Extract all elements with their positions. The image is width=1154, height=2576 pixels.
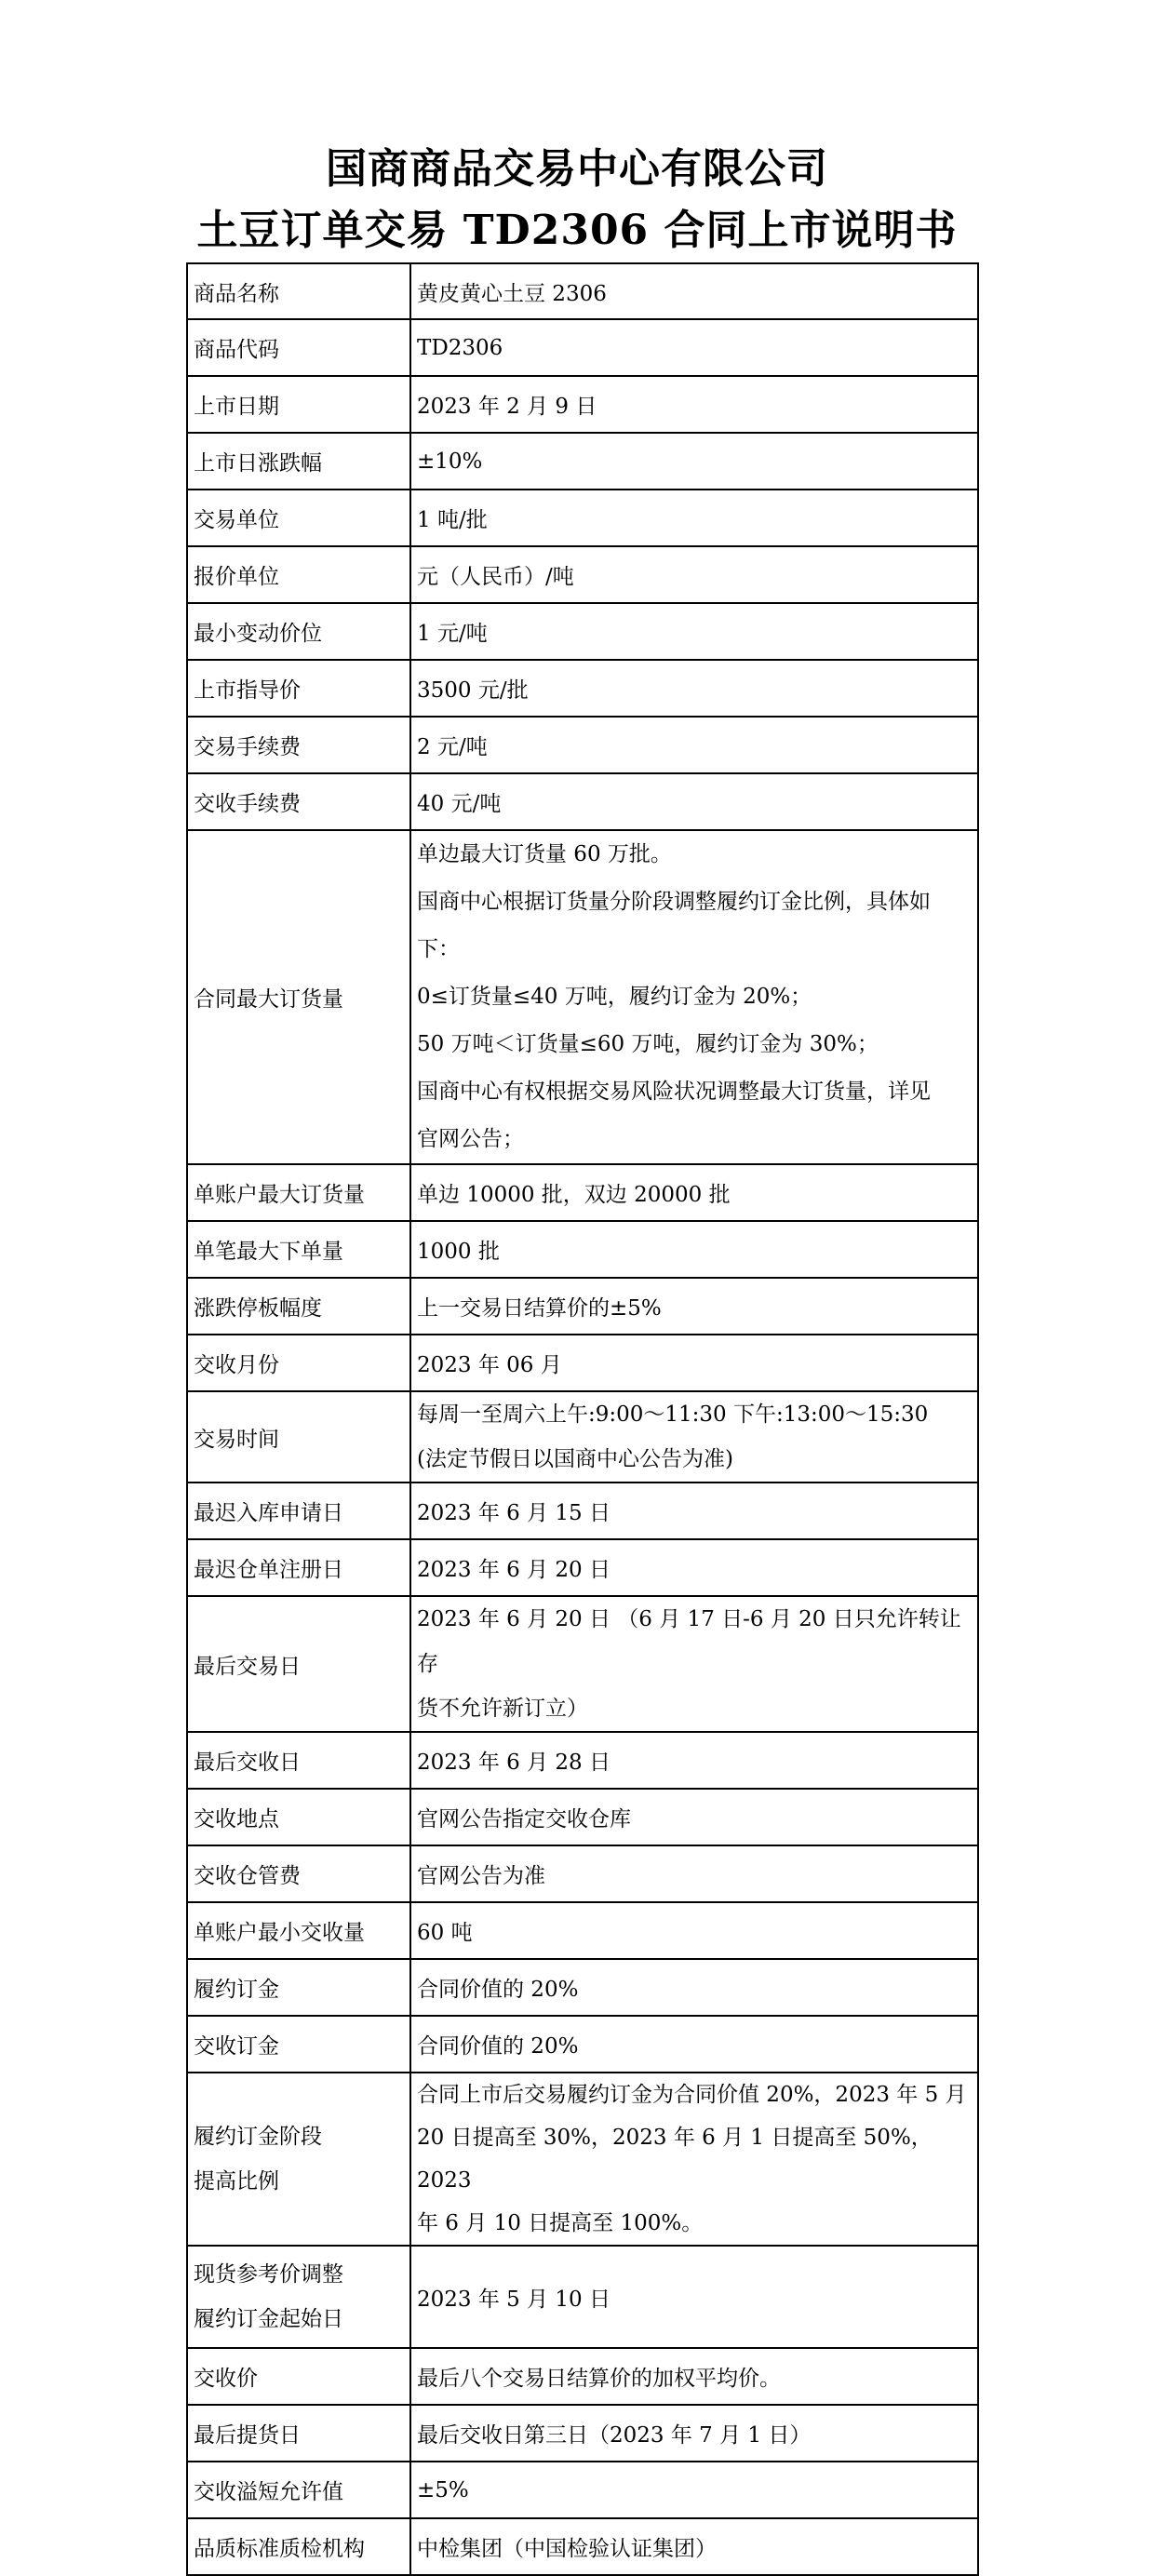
row-label: 交收地点 <box>187 1789 410 1845</box>
table-row <box>187 1539 978 1596</box>
value-line: 单边最大订货量 60 万批。 <box>417 842 672 866</box>
table-row <box>187 376 978 433</box>
row-label: 上市日涨跌幅 <box>187 433 410 490</box>
row-value: 2023 年 6 月 15 日 <box>410 1483 978 1539</box>
table-row <box>187 1789 978 1845</box>
table-row <box>187 546 978 603</box>
row-label: 报价单位 <box>187 546 410 603</box>
row-value: 元（人民币）/吨 <box>410 546 978 603</box>
row-label: 上市日期 <box>187 376 410 433</box>
row-value: ±10% <box>410 433 978 490</box>
row-label: 交易时间 <box>187 1391 410 1483</box>
table-row <box>187 1959 978 2016</box>
document-title: 国商商品交易中心有限公司 <box>326 145 828 193</box>
table-row <box>187 319 978 376</box>
row-label: 合同最大订货量 <box>187 830 410 1164</box>
row-value: 2023 年 06 月 <box>410 1335 978 1391</box>
row-label: 交收订金 <box>187 2016 410 2073</box>
table-row <box>187 1164 978 1221</box>
table-row <box>187 1335 978 1391</box>
row-label: 品质标准质检机构 <box>187 2518 410 2575</box>
table-row <box>187 433 978 490</box>
row-value: 40 元/吨 <box>410 773 978 830</box>
row-label: 商品代码 <box>187 319 410 376</box>
row-value: 1 元/吨 <box>410 603 978 660</box>
row-value <box>410 830 978 1164</box>
row-value: 黄皮黄心土豆 2306 <box>410 263 978 319</box>
row-label: 涨跌停板幅度 <box>187 1278 410 1335</box>
row-label: 交易手续费 <box>187 717 410 773</box>
table-row <box>187 2462 978 2518</box>
row-label: 交收手续费 <box>187 773 410 830</box>
row-value: TD2306 <box>410 319 978 376</box>
row-label: 最小变动价位 <box>187 603 410 660</box>
row-value: ±5% <box>410 2462 978 2518</box>
table-row <box>187 830 978 1164</box>
row-value: 最后八个交易日结算价的加权平均价。 <box>410 2348 978 2405</box>
table-row <box>187 603 978 660</box>
row-value: 官网公告为准 <box>410 1845 978 1902</box>
row-label: 交收价 <box>187 2348 410 2405</box>
row-value: 单边 10000 批，双边 20000 批 <box>410 1164 978 1221</box>
row-label: 最迟仓单注册日 <box>187 1539 410 1596</box>
row-value <box>410 1391 978 1483</box>
row-label: 最后交易日 <box>187 1596 410 1732</box>
row-label: 交收月份 <box>187 1335 410 1391</box>
value-line: (法定节假日以国商中心公告为准) <box>417 1447 733 1471</box>
document-subtitle: 土豆订单交易 TD2306 合同上市说明书 <box>196 207 958 254</box>
row-value: 2023 年 6 月 28 日 <box>410 1732 978 1789</box>
value-line: 官网公告； <box>417 1127 524 1151</box>
table-row <box>187 2518 978 2575</box>
row-value: 中检集团（中国检验认证集团） <box>410 2518 978 2575</box>
label-line: 现货参考价调整 <box>194 2262 343 2287</box>
row-value: 2023 年 2 月 9 日 <box>410 376 978 433</box>
row-label: 最迟入库申请日 <box>187 1483 410 1539</box>
table-row <box>187 2405 978 2462</box>
table-row <box>187 1221 978 1278</box>
row-value: 1000 批 <box>410 1221 978 1278</box>
row-label: 单账户最大订货量 <box>187 1164 410 1221</box>
value-line: 合同上市后交易履约订金为合同价值 20%，2023 年 5 月 <box>417 2083 967 2107</box>
table-row <box>187 1596 978 1732</box>
table-row <box>187 2246 978 2348</box>
row-label: 最后提货日 <box>187 2405 410 2462</box>
table-row <box>187 1845 978 1902</box>
value-line: 国商中心根据订货量分阶段调整履约订金比例，具体如 <box>417 890 931 914</box>
row-value: 1 吨/批 <box>410 490 978 546</box>
table-row <box>187 1483 978 1539</box>
table-row <box>187 1391 978 1483</box>
value-line: 年 6 月 10 日提高至 100%。 <box>417 2211 704 2235</box>
label-line: 履约订金起始日 <box>194 2307 343 2331</box>
row-label: 交易单位 <box>187 490 410 546</box>
table-row <box>187 2016 978 2073</box>
value-line: 20 日提高至 30%，2023 年 6 月 1 日提高至 50%，2023 <box>417 2126 933 2193</box>
row-label: 单笔最大下单量 <box>187 1221 410 1278</box>
table-row <box>187 263 978 319</box>
row-value: 60 吨 <box>410 1902 978 1959</box>
table-row <box>187 2348 978 2405</box>
value-line: 货不允许新订立） <box>417 1697 588 1721</box>
table-row <box>187 490 978 546</box>
row-value: 合同价值的 20% <box>410 2016 978 2073</box>
row-value: 2 元/吨 <box>410 717 978 773</box>
row-label: 交收仓管费 <box>187 1845 410 1902</box>
value-line: 50 万吨＜订货量≤60 万吨，履约订金为 30%； <box>417 1032 879 1056</box>
value-line: 国商中心有权根据交易风险状况调整最大订货量，详见 <box>417 1080 931 1104</box>
table-row <box>187 773 978 830</box>
label-line: 履约订金阶段 <box>194 2125 322 2149</box>
row-value: 2023 年 5 月 10 日 <box>410 2246 978 2348</box>
row-label: 履约订金 <box>187 1959 410 2016</box>
row-value: 合同价值的 20% <box>410 1959 978 2016</box>
table-row <box>187 2073 978 2246</box>
row-value: 官网公告指定交收仓库 <box>410 1789 978 1845</box>
table-row <box>187 1902 978 1959</box>
row-label <box>187 2073 410 2246</box>
row-value <box>410 1596 978 1732</box>
row-value: 上一交易日结算价的±5% <box>410 1278 978 1335</box>
value-line: 下： <box>417 937 460 961</box>
row-value: 2023 年 6 月 20 日 <box>410 1539 978 1596</box>
value-line: 每周一至周六上午:9:00～11:30 下午:13:00～15:30 <box>417 1402 929 1427</box>
table-row <box>187 1278 978 1335</box>
value-line: 0≤订货量≤40 万吨，履约订金为 20%； <box>417 985 812 1009</box>
value-line: 2023 年 6 月 20 日 （6 月 17 日-6 月 20 日只允许转让存 <box>417 1607 961 1676</box>
table-row <box>187 717 978 773</box>
row-value: 3500 元/批 <box>410 660 978 717</box>
table-row <box>187 660 978 717</box>
row-value: 最后交收日第三日（2023 年 7 月 1 日） <box>410 2405 978 2462</box>
row-label: 上市指导价 <box>187 660 410 717</box>
spec-table <box>186 262 979 2576</box>
label-line: 提高比例 <box>194 2169 279 2194</box>
table-row <box>187 1732 978 1789</box>
row-label: 最后交收日 <box>187 1732 410 1789</box>
row-label: 单账户最小交收量 <box>187 1902 410 1959</box>
row-value <box>410 2073 978 2246</box>
row-label: 交收溢短允许值 <box>187 2462 410 2518</box>
row-label: 商品名称 <box>187 263 410 319</box>
row-label <box>187 2246 410 2348</box>
